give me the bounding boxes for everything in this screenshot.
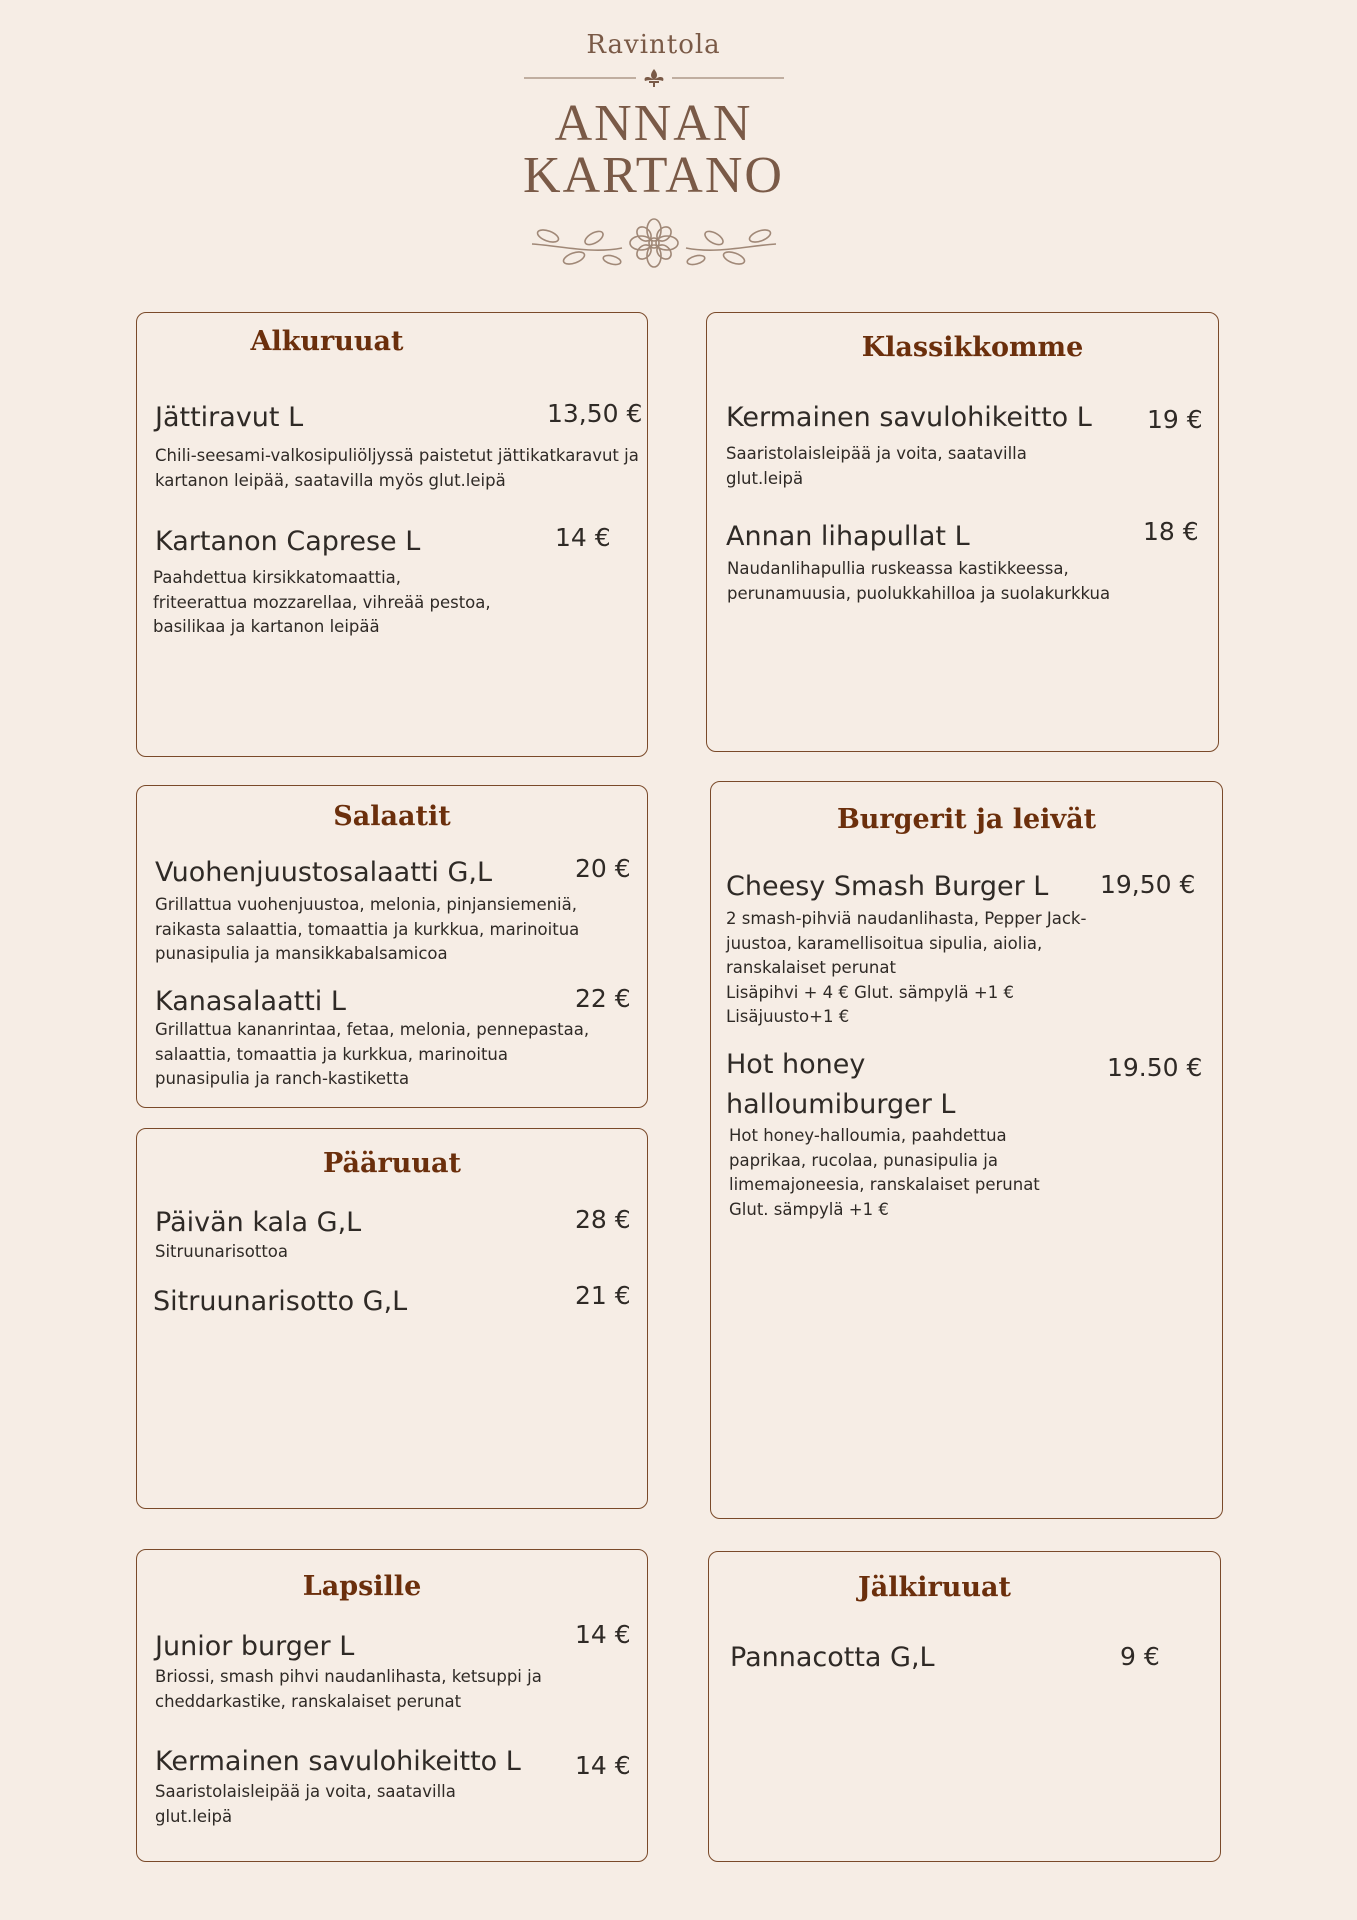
desc-line: Grillattua vuohenjuustoa, melonia, pinjansiemeniä,	[155, 895, 577, 914]
section-title: Burgerit ja leivät	[836, 804, 1097, 835]
section-title: Jälkiruuat	[858, 1572, 1011, 1603]
desc-line: 2 smash-pihviä naudanlihasta, Pepper Jack-	[726, 909, 1087, 928]
section-alkuruuat	[136, 312, 648, 757]
desc-line: Glut. sämpylä +1 €	[729, 1199, 889, 1219]
dish-name: Päivän kala G,L	[155, 1207, 362, 1238]
desc-line: Lisäjuusto+1 €	[726, 1007, 850, 1026]
section-title: Lapsille	[302, 1571, 422, 1602]
dish-description	[726, 442, 1027, 491]
section-title: Klassikkomme	[861, 332, 1084, 363]
section-title: Pääruuat	[322, 1148, 462, 1179]
desc-line: Chili-seesami-valkosipuliöljyssä paistetut jättikatkaravut ja	[155, 446, 639, 465]
desc-line: Lisäpihvi + 4 € Glut. sämpylä +1 €	[726, 982, 1014, 1002]
dish-price: 19 €	[1147, 405, 1203, 434]
desc-line: Grillattua kananrintaa, fetaa, melonia, pennepastaa,	[155, 1020, 590, 1039]
desc-line: Saaristolaisleipää ja voita, saatavilla	[726, 444, 1027, 463]
dish-name: Hot honey	[726, 1049, 866, 1080]
floral-vine-ornament-icon	[522, 218, 786, 268]
dish-description	[153, 566, 491, 640]
desc-line: Hot honey-halloumia, paahdettua	[729, 1126, 1007, 1145]
dish-name: Kanasalaatti L	[155, 986, 346, 1017]
dish-description	[155, 1780, 456, 1829]
desc-line: limemajoneesia, ranskalaiset perunat	[729, 1175, 1040, 1194]
dish-name: Pannacotta G,L	[730, 1642, 935, 1673]
desc-line: Saaristolaisleipää ja voita, saatavilla	[155, 1782, 456, 1801]
dish-price: 14 €	[575, 1620, 631, 1649]
dish-name: Kermainen savulohikeitto L	[155, 1746, 521, 1777]
dish-description	[155, 1018, 589, 1092]
dish-price: 13,50 €	[547, 399, 643, 428]
dish-name: Kermainen savulohikeitto L	[726, 402, 1092, 433]
dish-description	[155, 893, 579, 967]
dish-name: Vuohenjuustosalaatti G,L	[155, 857, 493, 888]
desc-line: glut.leipä	[155, 1806, 233, 1826]
dish-name: Jättiravut L	[155, 402, 304, 433]
desc-line: paprikaa, rucolaa, punasipulia ja	[729, 1150, 998, 1170]
desc-line: raikasta salaattia, tomaattia ja kurkkua, marinoitua	[155, 919, 580, 939]
desc-line: Naudanlihapullia ruskeassa kastikkeessa,	[727, 559, 1069, 578]
section-lapsille	[136, 1549, 648, 1862]
section-paaruuat	[136, 1128, 648, 1509]
restaurant-name-line1: ANNAN	[554, 95, 753, 152]
desc-line: glut.leipä	[726, 468, 804, 488]
header-kicker: Ravintola	[586, 30, 721, 60]
dish-description	[729, 1124, 1040, 1222]
dish-name: Kartanon Caprese L	[155, 526, 421, 557]
dish-description	[726, 907, 1086, 1030]
dish-name: Cheesy Smash Burger L	[726, 871, 1049, 902]
desc-line: ranskalaiset perunat	[726, 958, 896, 977]
dish-description	[155, 444, 639, 493]
restaurant-header	[0, 0, 1357, 290]
section-burgerit	[710, 781, 1223, 1519]
desc-line: punasipulia ja mansikkabalsamicoa	[155, 944, 448, 963]
dish-price: 19,50 €	[1100, 870, 1196, 899]
dish-description	[155, 1665, 542, 1714]
desc-line: kartanon leipää, saatavilla myös glut.leipä	[155, 470, 506, 490]
desc-line: friteerattua mozzarellaa, vihreää pestoa,	[153, 592, 491, 612]
desc-line: basilikaa ja kartanon leipää	[153, 617, 380, 636]
desc-line: salaattia, tomaattia ja kurkkua, marinoitua	[155, 1044, 508, 1064]
desc-line: punasipulia ja ranch-kastiketta	[155, 1069, 410, 1088]
dish-price: 19.50 €	[1107, 1053, 1203, 1082]
section-salaatit	[136, 785, 648, 1108]
dish-name: halloumiburger L	[726, 1089, 956, 1120]
desc-line: Sitruunarisottoa	[155, 1242, 288, 1261]
dish-price: 20 €	[575, 854, 631, 883]
desc-line: perunamuusia, puolukkahilloa ja suolakurkkua	[727, 583, 1111, 603]
dish-price: 14 €	[575, 1751, 631, 1780]
dish-price: 21 €	[575, 1281, 631, 1310]
dish-description	[727, 557, 1110, 606]
section-title: Salaatit	[333, 801, 451, 832]
dish-description	[155, 1240, 288, 1265]
fleur-de-lis-divider-icon	[524, 68, 784, 88]
dish-name: Sitruunarisotto G,L	[153, 1286, 408, 1317]
desc-line: Paahdettua kirsikkatomaattia,	[153, 568, 402, 587]
section-klassikkomme	[706, 312, 1219, 752]
desc-line: Briossi, smash pihvi naudanlihasta, ketsuppi ja	[155, 1667, 542, 1686]
dish-price: 28 €	[575, 1205, 631, 1234]
dish-name: Annan lihapullat L	[726, 521, 970, 552]
dish-price: 22 €	[575, 984, 631, 1013]
dish-name: Junior burger L	[155, 1631, 355, 1662]
dish-price: 14 €	[555, 523, 611, 552]
desc-line: cheddarkastike, ranskalaiset perunat	[155, 1691, 462, 1711]
dish-price: 18 €	[1143, 517, 1199, 546]
section-jalkiruuat	[708, 1551, 1221, 1862]
restaurant-name-line2: KARTANO	[523, 147, 784, 204]
desc-line: juustoa, karamellisoitua sipulia, aiolia,	[726, 933, 1043, 953]
dish-price: 9 €	[1120, 1642, 1160, 1671]
section-title: Alkuruuat	[250, 326, 404, 357]
